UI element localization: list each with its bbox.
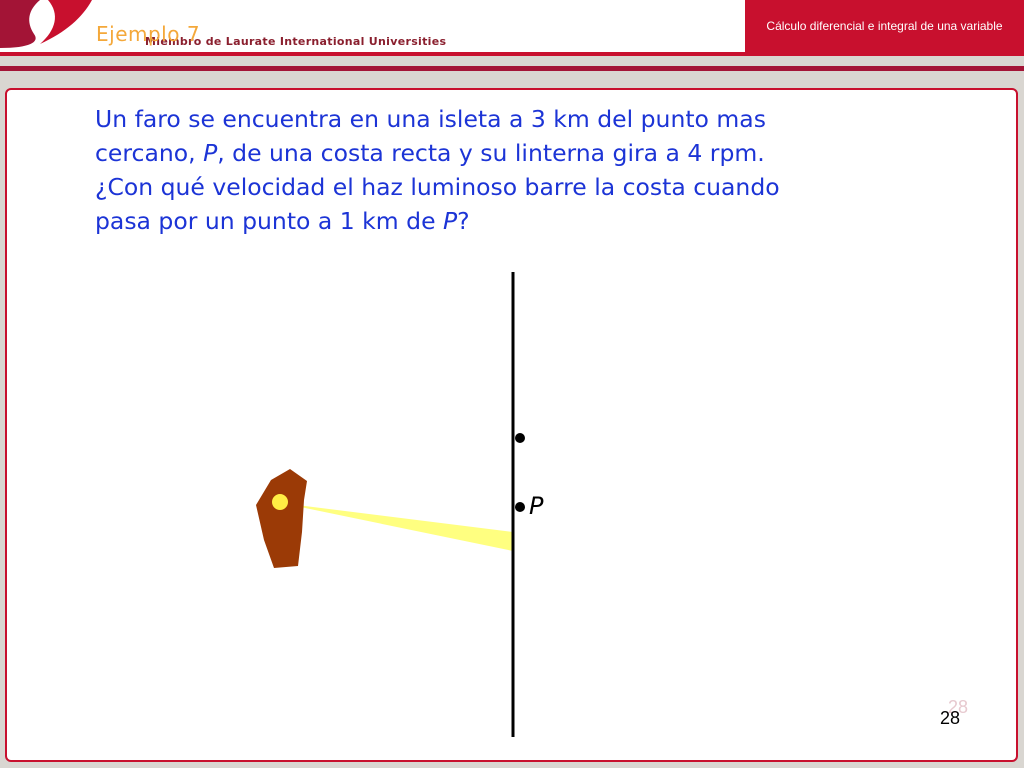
- problem-line-4-start: pasa por un punto a 1 km de: [95, 207, 443, 235]
- point-p-inline-2: P: [443, 207, 458, 235]
- island-shape: [256, 469, 307, 568]
- problem-line-4-end: ?: [457, 207, 470, 235]
- problem-line-2-end: , de una costa recta y su linterna gira a 4 rpm.: [217, 139, 765, 167]
- lighthouse-lamp: [272, 494, 288, 510]
- page-number-ghost: 28: [948, 697, 969, 717]
- point-p-inline: P: [203, 139, 218, 167]
- problem-line-1: Un faro se encuentra en una isleta a 3 km del punto mas: [95, 105, 766, 133]
- problem-line-3: ¿Con qué velocidad el haz luminoso barre la costa cuando: [95, 173, 780, 201]
- slide-title: Ejemplo 7: [96, 22, 201, 46]
- light-beam: [281, 503, 513, 551]
- header-tagline: Miembro de Laurate International Universities: [145, 35, 447, 48]
- point-p-dot: [515, 502, 525, 512]
- point-p-label: P: [529, 492, 544, 520]
- beam-point-dot: [515, 433, 525, 443]
- course-title: Cálculo diferencial e integral de una variable: [766, 19, 1003, 33]
- problem-line-2-start: cercano,: [95, 139, 204, 167]
- page-number: 28: [940, 708, 961, 728]
